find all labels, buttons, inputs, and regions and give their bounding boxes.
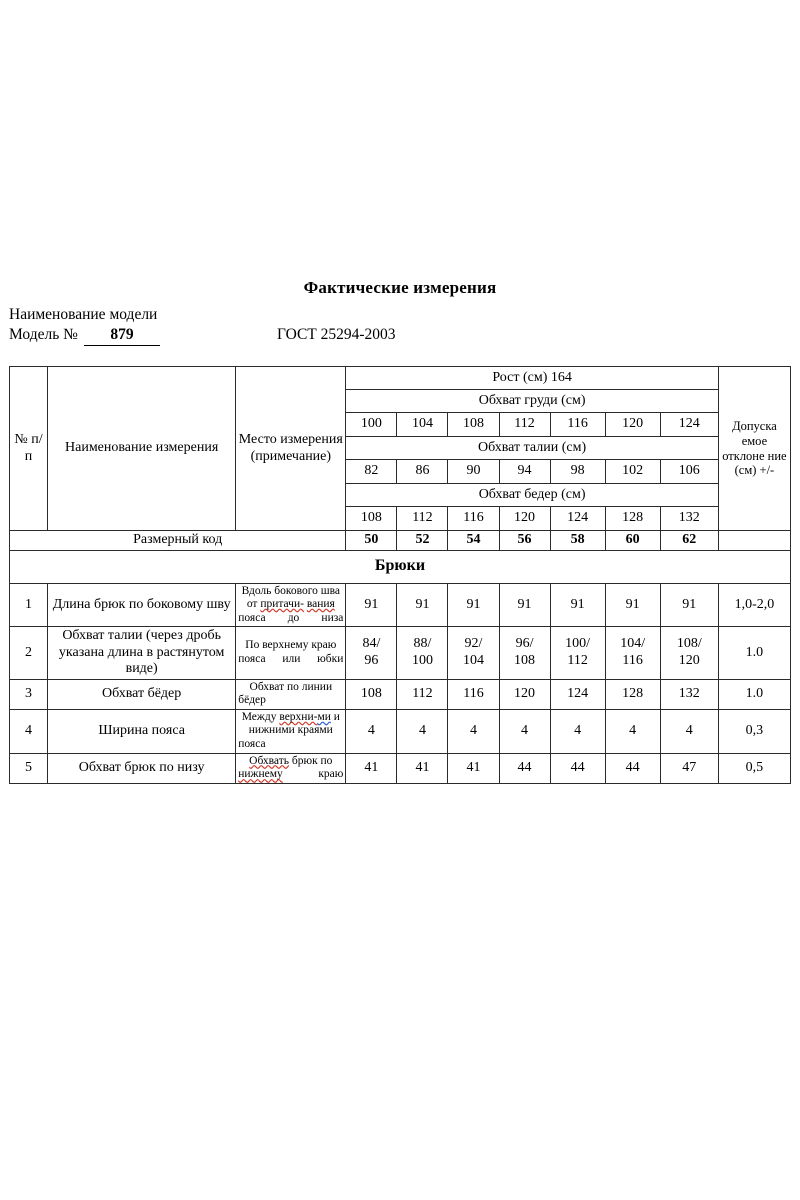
hip-value: 128 bbox=[605, 507, 660, 531]
size-code-value: 62 bbox=[660, 531, 718, 551]
measurement-note: Обхват по линии бёдер bbox=[236, 679, 346, 709]
measurement-value: 91 bbox=[499, 583, 550, 627]
chest-value: 124 bbox=[660, 413, 718, 437]
table-row bbox=[10, 753, 791, 783]
header-height: Рост (см) 164 bbox=[346, 367, 718, 390]
header-row-number: № п/ п bbox=[10, 367, 48, 531]
measurement-value: 4 bbox=[605, 709, 660, 753]
measurement-value: 91 bbox=[660, 583, 718, 627]
measurement-value: 44 bbox=[550, 753, 605, 783]
hip-value: 120 bbox=[499, 507, 550, 531]
model-name-label: Наименование модели bbox=[9, 306, 158, 323]
measurement-note: Между верхни-ми и нижними краями пояса bbox=[236, 709, 346, 753]
waist-value: 82 bbox=[346, 460, 397, 484]
measurement-value: 120 bbox=[499, 679, 550, 709]
measurement-value: 128 bbox=[605, 679, 660, 709]
header-measurement-name: Наименование измерения bbox=[48, 367, 236, 531]
measurement-value: 96/ 108 bbox=[499, 627, 550, 680]
measurement-value: 132 bbox=[660, 679, 718, 709]
header-waist: Обхват талии (см) bbox=[346, 437, 718, 460]
model-number-label: Модель № bbox=[9, 326, 78, 343]
measurement-value: 92/ 104 bbox=[448, 627, 499, 680]
measurement-value: 4 bbox=[499, 709, 550, 753]
measurement-value: 108 bbox=[346, 679, 397, 709]
tolerance-value: 1.0 bbox=[718, 679, 790, 709]
page-title: Фактические измерения bbox=[303, 278, 497, 297]
header-row-height bbox=[10, 367, 791, 390]
waist-value: 94 bbox=[499, 460, 550, 484]
measurement-value: 91 bbox=[605, 583, 660, 627]
measurement-value: 91 bbox=[550, 583, 605, 627]
chest-value: 104 bbox=[397, 413, 448, 437]
measurement-value: 112 bbox=[397, 679, 448, 709]
measurement-value: 104/ 116 bbox=[605, 627, 660, 680]
size-code-row bbox=[10, 531, 791, 551]
measurement-value: 91 bbox=[448, 583, 499, 627]
header-measurement-place: Место измерения (примечание) bbox=[236, 367, 346, 531]
measurement-name: Обхват бёдер bbox=[48, 679, 236, 709]
table-row bbox=[10, 679, 791, 709]
measurement-value: 108/ 120 bbox=[660, 627, 718, 680]
size-code-value: 60 bbox=[605, 531, 660, 551]
measurement-value: 116 bbox=[448, 679, 499, 709]
waist-value: 106 bbox=[660, 460, 718, 484]
measurement-value: 91 bbox=[346, 583, 397, 627]
model-number-line bbox=[9, 326, 160, 346]
measurement-value: 100/ 112 bbox=[550, 627, 605, 680]
hip-value: 108 bbox=[346, 507, 397, 531]
measurement-value: 88/ 100 bbox=[397, 627, 448, 680]
section-title-trousers: Брюки bbox=[10, 550, 791, 583]
size-code-value: 58 bbox=[550, 531, 605, 551]
measurement-value: 47 bbox=[660, 753, 718, 783]
measurement-value: 91 bbox=[397, 583, 448, 627]
hip-value: 124 bbox=[550, 507, 605, 531]
size-code-label: Размерный код bbox=[10, 531, 346, 551]
measurement-value: 84/ 96 bbox=[346, 627, 397, 680]
chest-value: 120 bbox=[605, 413, 660, 437]
table-row bbox=[10, 709, 791, 753]
row-number: 2 bbox=[10, 627, 48, 680]
measurement-value: 124 bbox=[550, 679, 605, 709]
measurement-name: Обхват брюк по низу bbox=[48, 753, 236, 783]
measurement-value: 44 bbox=[499, 753, 550, 783]
chest-value: 112 bbox=[499, 413, 550, 437]
waist-value: 86 bbox=[397, 460, 448, 484]
measurement-value: 4 bbox=[448, 709, 499, 753]
size-code-value: 56 bbox=[499, 531, 550, 551]
section-title-row bbox=[10, 550, 791, 583]
hip-value: 116 bbox=[448, 507, 499, 531]
measurement-note: Обхвать брюк по нижнему краю bbox=[236, 753, 346, 783]
measurements-table bbox=[9, 366, 791, 784]
measurement-name: Длина брюк по боковому шву bbox=[48, 583, 236, 627]
size-code-value: 52 bbox=[397, 531, 448, 551]
tolerance-value: 0,3 bbox=[718, 709, 790, 753]
waist-value: 102 bbox=[605, 460, 660, 484]
row-number: 3 bbox=[10, 679, 48, 709]
measurement-value: 44 bbox=[605, 753, 660, 783]
chest-value: 100 bbox=[346, 413, 397, 437]
measurement-value: 4 bbox=[346, 709, 397, 753]
tolerance-value: 1.0 bbox=[718, 627, 790, 680]
row-number: 5 bbox=[10, 753, 48, 783]
header-tolerance: Допуска емое отклоне ние (см) +/- bbox=[718, 367, 790, 531]
measurement-note: По верхнему краю пояса или юбки bbox=[236, 627, 346, 680]
table-row bbox=[10, 627, 791, 680]
measurement-value: 4 bbox=[397, 709, 448, 753]
tolerance-value: 0,5 bbox=[718, 753, 790, 783]
size-code-value: 54 bbox=[448, 531, 499, 551]
row-number: 4 bbox=[10, 709, 48, 753]
hip-value: 132 bbox=[660, 507, 718, 531]
standard-reference: ГОСТ 25294-2003 bbox=[277, 326, 396, 343]
model-number-value: 879 bbox=[84, 326, 160, 346]
measurement-value: 4 bbox=[550, 709, 605, 753]
header-chest: Обхват груди (см) bbox=[346, 390, 718, 413]
measurement-value: 41 bbox=[397, 753, 448, 783]
measurement-note: Вдоль бокового шва от притачи- вания пояса до низа bbox=[236, 583, 346, 627]
waist-value: 90 bbox=[448, 460, 499, 484]
measurement-value: 4 bbox=[660, 709, 718, 753]
measurement-name: Ширина пояса bbox=[48, 709, 236, 753]
measurement-value: 41 bbox=[448, 753, 499, 783]
hip-value: 112 bbox=[397, 507, 448, 531]
size-code-tolerance-empty bbox=[718, 531, 790, 551]
chest-value: 116 bbox=[550, 413, 605, 437]
tolerance-value: 1,0-2,0 bbox=[718, 583, 790, 627]
measurement-name: Обхват талии (через дробь указана длина в растянутом виде) bbox=[48, 627, 236, 680]
chest-value: 108 bbox=[448, 413, 499, 437]
size-code-value: 50 bbox=[346, 531, 397, 551]
table-row bbox=[10, 583, 791, 627]
header-hips: Обхват бедер (см) bbox=[346, 484, 718, 507]
measurement-value: 41 bbox=[346, 753, 397, 783]
row-number: 1 bbox=[10, 583, 48, 627]
waist-value: 98 bbox=[550, 460, 605, 484]
